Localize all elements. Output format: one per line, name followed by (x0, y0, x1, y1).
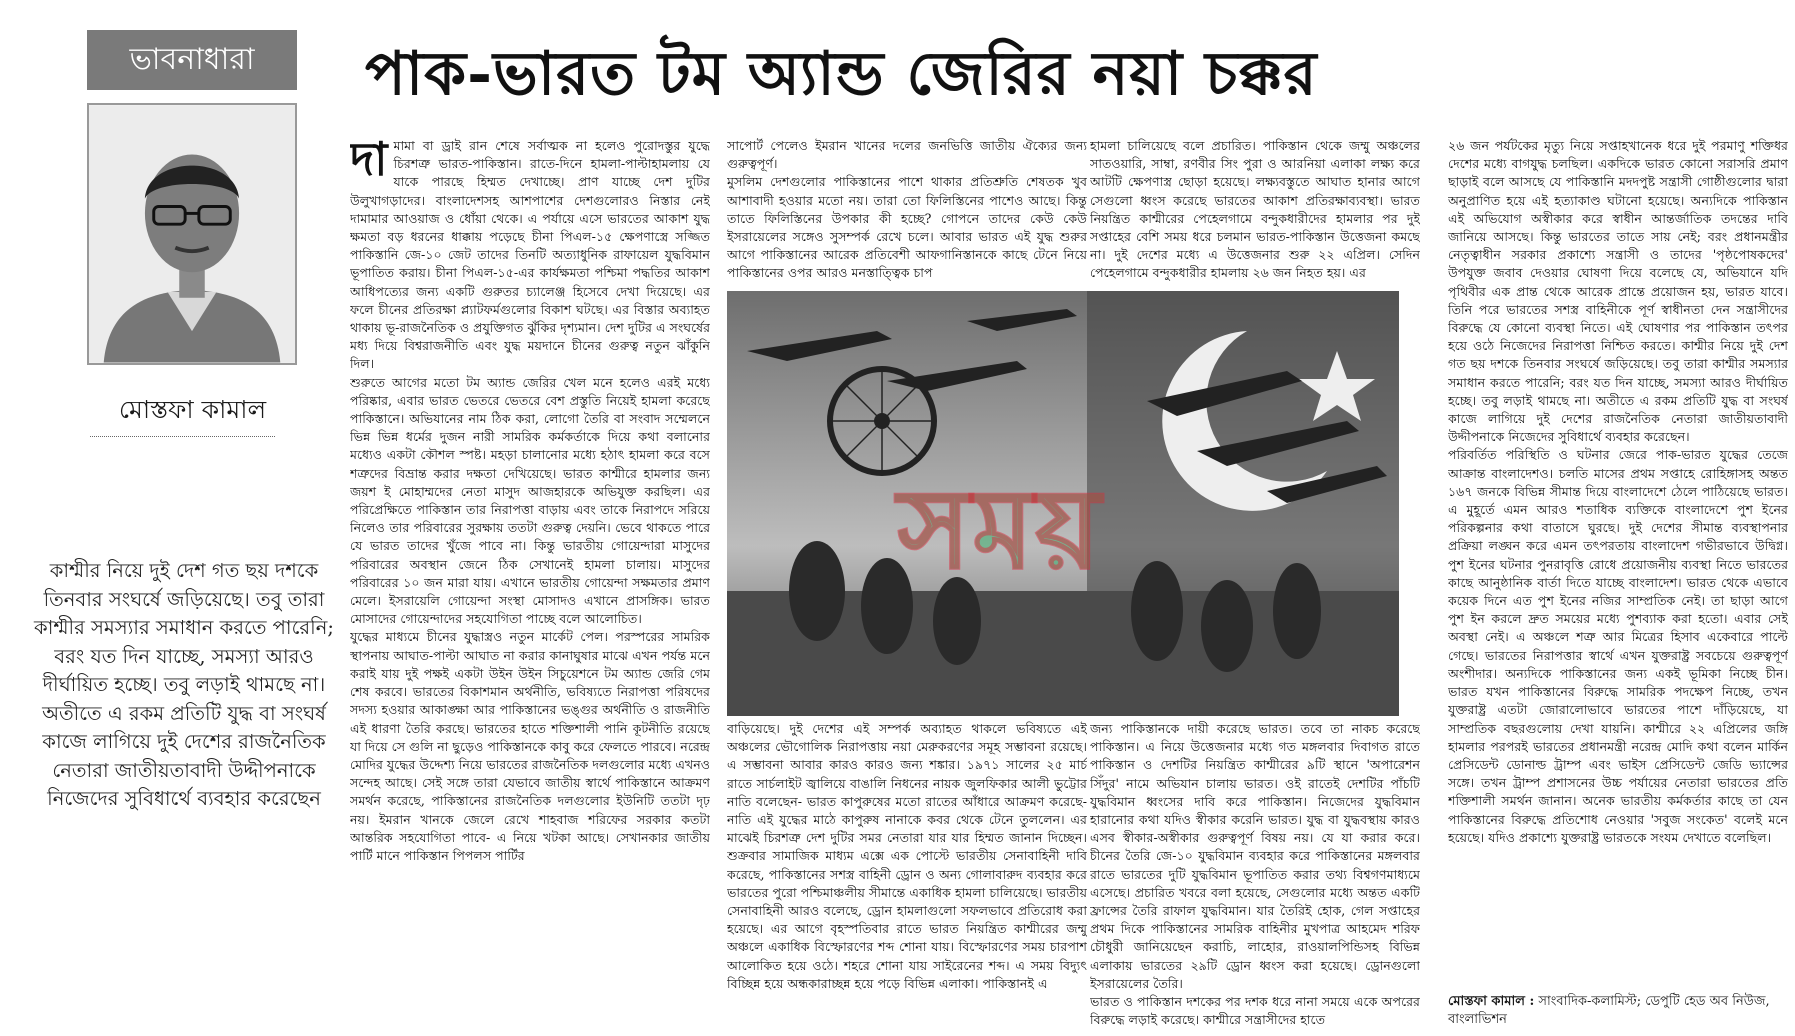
author-bio-text: সাংবাদিক-কলামিস্ট; ডেপুটি হেড অব নিউজ, বাংলাভিশন (1448, 994, 1770, 1027)
headline: পাক-ভারত টম অ্যান্ড জেরির নয়া চক্কর (365, 39, 1318, 109)
divider (90, 436, 275, 437)
article-column-3-bottom: জন্য পাকিস্তানকে দায়ী করেছে ভারত। তবে তা নাকচ করেছে পাকিস্তান। এ নিয়ে উত্তেজনার মধ্যে গত মঙ্গলবার দিবাগত রাতে পাকিস্তান ও দেশটির নিয়ন্ত্রিত কাশ্মীরের ৯টি স্থানে 'অপারেশন সিঁদুর' নামে অভিযান চালায় ভারত। ওই রাতেই দেশটির পাঁচটি যুদ্ধবিমান ধ্বংসের দাবি করে পাকিস্তান। নিজেদের যুদ্ধবিমান হারানোর কথা যদিও স্বীকার করেনি ভারত। যুদ্ধ বা যুদ্ধবস্থায় কারও এসব স্বীকার-অস্বীকার গুরুত্বপূর্ণ বিষয় নয়। যে যা করার করে। চীনের তৈরি জে-১০ যুদ্ধবিমান ব্যবহার করে পাকিস্তানের মঙ্গলবার রাতে ভারতের দুটি যুদ্ধবিমান ভূপাতিত করার তথ্য বিশ্বগণমাধ্যমে এসেছে। প্রচারিত খবরে বলা হয়েছে, সেগুলোর মধ্যে অন্তত একটি ফ্রান্সের তৈরি রাফাল যুদ্ধবিমান। যার তৈরিই হোক, গেল সপ্তাহের প্রথম দিকে পাকিস্তানের সামরিক বাহিনীর মুখপাত্র আহমেদ শরিফ চৌধুরী জানিয়েছেন করাচি, লাহোর, রাওয়ালপিন্ডিসহ বিভিন্ন এলাকায় ভারতের ২৯টি ড্রোন ধ্বংস করা হয়েছে। ড্রোনগুলো ইসরায়েলের তৈরি। ভারত ও পাকিস্তান দশকের পর দশক ধরে নানা সময়ে একে অপরের বিরুদ্ধে লড়াই করেছে। কাশ্মীরে সন্ত্রাসীদের হাতে (1090, 721, 1420, 1028)
article-column-4: ২৬ জন পর্যটকের মৃত্যু নিয়ে সপ্তাহখানেক ধরে দুই পরমাণু শক্তিধর দেশের মধ্যে বাগযুদ্ধ চলছিল। একদিকে ভারত কোনো সরাসরি প্রমাণ ছাড়াই বলে আসছে যে পাকিস্তানি মদদপুষ্ট সন্ত্রাসী গোষ্ঠীগুলোর দ্বারা অনুপ্রাণিত হয়ে এই হত্যাকাণ্ড ঘটানো হয়েছে। অন্যদিকে পাকিস্তান এই অভিযোগ অস্বীকার করে স্বাধীন আন্তর্জাতিক তদন্তের দাবি জানিয়ে আসছে। কিন্তু ভারতের তাতে সায় নেই; বরং প্রধানমন্ত্রীর নেতৃত্বাধীন সরকার প্রকাশ্যে সন্ত্রাসী ও তাদের 'পৃষ্ঠপোষকদের' উপযুক্ত জবাব দেওয়ার ঘোষণা দিয়ে বলেছে যে, অভিযানে যদি পৃথিবীর এক প্রান্ত থেকে আরেক প্রান্তে প্রয়োজন হয়, ভারত যাবে। তিনি পরে ভারতের সশস্ত্র বাহিনীকে পূর্ণ স্বাধীনতা দেন সন্ত্রাসীদের বিরুদ্ধে যে কোনো ব্যবস্থা নিতে। এই ঘোষণার পর পাকিস্তান তৎপর হয়ে ওঠে নিজেদের নিরাপত্তা নিশ্চিত করতে। কাশ্মীর নিয়ে দুই দেশ গত ছয় দশকে তিনবার সংঘর্ষে জড়িয়েছে। তবু তারা কাশ্মীর সমস্যার সমাধান করতে পারেনি; বরং যত দিন যাচ্ছে, সমস্যা আরও দীর্ঘায়িত হচ্ছে। তবু লড়াই থামছে না। অতীতে এ রকম প্রতিটি যুদ্ধ বা সংঘর্ষ কাজে লাগিয়ে দুই দেশের রাজনৈতিক নেতারা জাতীয়তাবাদী উদ্দীপনাকে নিজেদের সুবিধার্থে ব্যবহার করেছেন। পরিবর্তিত পরিস্থিতি ও ঘটনার জেরে পাক-ভারত যুদ্ধের তেজে আক্রান্ত বাংলাদেশও। চলতি মাসের প্রথম সপ্তাহে রোহিঙ্গাসহ অন্তত ১৬৭ জনকে বিভিন্ন সীমান্ত দিয়ে বাংলাদেশে ঠেলে পাঠিয়েছে ভারত। এ মুহূর্তে এমন আরও শতাধিক ব্যক্তিকে বাংলাদেশে পুশ ইনের পরিকল্পনার কথা বাতাসে ঘুরছে। দুই দেশের সীমান্ত ব্যবস্থাপনার প্রক্রিয়া লঙ্ঘন করে এমন তৎপরতায় বাংলাদেশ গভীরভাবে উদ্বিগ্ন। পুশ ইনের ঘটনার পুনরাবৃত্তি রোধে প্রয়োজনীয় ব্যবস্থা নিতে ভারতের কাছে আনুষ্ঠানিক বার্তা দিতে যাচ্ছে বাংলাদেশ। ভারত থেকে এভাবে কয়েক দিনে এত পুশ ইনের নজির সাম্প্রতিক নেই। তা ছাড়া আগে পুশ ইন করলে দ্রুত সময়ের মধ্যে পুশব্যাক করা হতো। এবার সেই অবস্থা নেই। এ অঞ্চলে শত্রু আর মিত্রের হিসাব একেবারে পাল্টে গেছে। ভারতের নিরাপত্তার স্বার্থে এখন যুক্তরাষ্ট্র সবচেয়ে গুরুত্বপূর্ণ অংশীদার। অন্যদিকে পাকিস্তানের জন্য একই ভূমিকা নিচ্ছে চীন। ভারত যখন পাকিস্তানের বিরুদ্ধে সামরিক পদক্ষেপ নিচ্ছে, তখন যুক্তরাষ্ট্র এতটা জোরালোভাবে ভারতের পাশে দাঁড়িয়েছে, যা সাম্প্রতিক বছরগুলোয় দেখা যায়নি। কাশ্মীরে ২২ এপ্রিলের জঙ্গি হামলার পরপরই ভারতের প্রধানমন্ত্রী নরেন্দ্র মোদি কথা বলেন মার্কিন প্রেসিডেন্ট ডোনাল্ড ট্রাম্প এবং ভাইস প্রেসিডেন্ট জেডি ভ্যান্সের সঙ্গে। তখন ট্রাম্প প্রশাসনের উচ্চ পর্যায়ের নেতারা ভারতের প্রতি শক্তিশালী সমর্থন জানান। অনেক ভারতীয় কর্মকর্তার কাছে তা যেন পাকিস্তানের বিরুদ্ধে প্রতিশোধ নেওয়ার 'সবুজ সংকেত' বলেই মনে হয়েছে। যদিও প্রকাশ্যে যুক্তরাষ্ট্র ভারতকে সংযম দেখাতে বলেছিল। (1448, 138, 1788, 845)
article-column-2-top: সাপোর্ট পেলেও ইমরান খানের দলের জনভিত্তি জাতীয় ঐক্যের জন্য গুরুত্বপূর্ণ। মুসলিম দেশগুলোর পাকিস্তানের পাশে থাকার প্রতিশ্রুতি শেষতক খুব আশাবাদী হওয়ার মতো নয়। তারা তো ফিলিস্তিনের পাশেও আছে। কিন্তু তাতে ফিলিস্তিনের উপকার কী হচ্ছে? গোপনে তাদের কেউ কেউ ইসরায়েলের সঙ্গেও সুসম্পর্ক রেখে চলে। আবার ভারত এই যুদ্ধ শুরুর আগে পাকিস্তানের আরেক প্রতিবেশী আফগানিস্তানকে কাছে টেনে নিয়ে পাকিস্তানের ওপর আরও মনস্তাত্ত্বিক চাপ (727, 138, 1087, 281)
author-bio (1448, 993, 1788, 1029)
article-column-3-top: হামলা চালিয়েছে বলে প্রচারিত। পাকিস্তান থেকে জম্মু অঞ্চলের সাতওয়ারি, সাম্বা, রণবীর সিং পুরা ও আরনিয়া এলাকা লক্ষ্য করে আটটি ক্ষেপণাস্ত্র ছোড়া হয়েছে। লক্ষ্যবস্তুতে আঘাত হানার আগে সেগুলো ধ্বংস করেছে ভারতের আকাশ প্রতিরক্ষাব্যবস্থা। ভারত নিয়ন্ত্রিত কাশ্মীরের পেহেলগামে বন্দুকধারীদের হামলার পর দুই সপ্তাহের বেশি সময় ধরে চলমান ভারত-পাকিস্তান উত্তেজনা কমছে না। দুই দেশের মধ্যে এ উত্তেজনার শুরু ২২ এপ্রিল। সেদিন পেহেলগামে বন্দুকধারীর হামলায় ২৬ জন নিহত হয়। এর (1090, 138, 1420, 281)
author-photo (87, 103, 297, 365)
article-column-2-bottom: বাড়িয়েছে। দুই দেশের এই সম্পর্ক অব্যাহত থাকলে ভবিষ্যতে এই অঞ্চলের ভৌগোলিক নিরাপত্তায় নয়া মেরুকরণের সমূহ সম্ভাবনা রয়েছে। এ সম্ভাবনা আবার কারও কারও জন্য শঙ্কার। ১৯৭১ সালের ২৫ মার্চ রাতে সার্চলাইট জ্বালিয়ে বাঙালি নিধনের নায়ক জুলফিকার আলী ভুট্টোর নাতি বলেছেন- ভারত কাপুরুষের মতো রাতের আঁধারে আক্রমণ করেছে- নাতি এই যুদ্ধের মাঠে কাপুরুষ নানাকে কবর থেকে টেনে তুললেন। এর মাঝেই চিরশত্রু দেশ দুটির সমর নেতারা যার যার হিম্মত জানান দিচ্ছেন। শুক্রবার সামাজিক মাধ্যম এক্সে এক পোস্টে ভারতীয় সেনাবাহিনী দাবি করেছে, পাকিস্তানের সশস্ত্র বাহিনী ড্রোন ও অন্য গোলাবারুদ ব্যবহার করে ভারতের পুরো পশ্চিমাঞ্চলীয় সীমান্তে একাধিক হামলা চালিয়েছে। ভারতীয় সেনাবাহিনী আরও বলেছে, ড্রোন হামলাগুলো সফলভাবে প্রতিরোধ করা হয়েছে। এর আগে বৃহস্পতিবার রাতে ভারত নিয়ন্ত্রিত কাশ্মীরের জম্মু অঞ্চলে একাধিক বিস্ফোরণের শব্দ শোনা যায়। বিস্ফোরণের সময় চারপাশ আলোকিত হয়ে ওঠে। শহরে শোনা যায় সাইরেনের শব্দ। এ সময় বিদ্যুৎ বিচ্ছিন্ন হয়ে অন্ধকারাচ্ছন্ন হয়ে পড়ে বিভিন্ন এলাকা। পাকিস্তানই এ (727, 721, 1087, 991)
author-name: মোস্তফা কামাল (118, 395, 267, 424)
newspaper-watermark: সময় (897, 464, 1103, 593)
article-column-1-text: মামা বা ড্রাই রান শেষে সর্বাত্মক না হলেও পুরোদস্তুর যুদ্ধে চিরশত্রু ভারত-পাকিস্তান। রাতে-দিনে হামলা-পাল্টাহামলায় যে যাকে পারছে হিম্মত দেখাচ্ছে। প্রাণ যাচ্ছে দেশ দুটির উলুখাগড়াদের। বাংলাদেশসহ আশপাশের দেশগুলোরও নিস্তার নেই দামামার আওয়াজ ও ধোঁয়া থেকে। এ পর্যায়ে এসে ভারতের আকাশ যুদ্ধ ক্ষমতা বড় ধরনের ধাক্কায় পড়েছে চীনা পিএল-১৫ ক্ষেপণাস্ত্রে সজ্জিত পাকিস্তানি জে-১০ জেট তাদের তিনটি অত্যাধুনিক রাফায়েল যুদ্ধবিমান ভূপাতিত করায়। চীনা পিএল-১৫-এর কার্যক্ষমতা পশ্চিমা পদ্ধতির আকাশ আধিপত্যের জন্য একটি গুরুতর চ্যালেঞ্জ হিসেবে দেখা দিয়েছে। এর ফলে চীনের প্রতিরক্ষা প্ল্যাটফর্মগুলোর বিকাশ ঘটছে। এর বিস্তার অব্যাহত থাকায় ভূ-রাজনৈতিক ও প্রযুক্তিগত ঝুঁকির দৃশ্যমান। দেশ দুটির এ সংঘর্ষের মধ্য দিয়ে বিশ্বরাজনীতি এবং যুদ্ধ ময়দানে চীনের গুরুত্ব নতুন ঝাঁকুনি দিল। শুরুতে আগের মতো টম অ্যান্ড জেরির খেল মনে হলেও এরই মধ্যে পরিষ্কার, এবার ভারত ভেতরে ভেতরে বেশ প্রস্তুতি নিয়েই হামলা করেছে পাকিস্তানে। অভিযানের নাম ঠিক করা, লোগো তৈরি বা সংবাদ সম্মেলনে ভিন্ন ভিন্ন ধর্মের দুজন নারী সামরিক কর্মকর্তাকে দিয়ে কথা বলানোর মধ্যেও একটা কৌশল স্পষ্ট। মহড়া চালানোর মধ্যে হঠাৎ হামলা করে বসে শত্রুদের বিভ্রান্ত করার দক্ষতা দেখিয়েছে। ভারত কাশ্মীরে হামলার জন্য জয়শ ই মোহাম্মদের নেতা মাসুদ আজহারকে অভিযুক্ত করছিল। এর পরিপ্রেক্ষিতে পাকিস্তান তার নিরাপত্তা বাড়ায় এবং তাকে নিরাপদে সরিয়ে নিলেও তার পরিবারের সুরক্ষায় ততটা গুরুত্ব দেয়নি। ভেবে থাকতে পারে যে ভারত তাদের খুঁজে পাবে না। কিন্তু ভারতীয় গোয়েন্দারা মাসুদের পরিবারের অবস্থান জেনে ঠিক সেখানেই হামলা চালায়। মাসুদের পরিবারের ১০ জন মারা যায়। এখানে ভারতীয় গোয়েন্দা সক্ষমতার প্রমাণ মেলে। ইসরায়েলি গোয়েন্দা সংস্থা মোসাদও এখানে প্রাসঙ্গিক। ভারত মোসাদের গোয়েন্দাদের সহযোগিতা পাচ্ছে বলে আলোচিত। যুদ্ধের মাধ্যমে চীনের যুদ্ধাস্ত্রও নতুন মার্কেট পেল। পরস্পরের সামরিক স্থাপনায় আঘাত-পাল্টা আঘাত না করার কানাঘুষার মাঝে এখন পর্যন্ত মনে করাই যায় দুই পক্ষই একটা উইন উইন সিচুয়েশনে টম অ্যান্ড জেরি গেম শেষ করবে। ভারতের বিকাশমান অর্থনীতি, ভবিষ্যতে নিরাপত্তা পরিষদের সদস্য হওয়ার আকাঙ্ক্ষা আর পাকিস্তানের ভঙ্গুর অর্থনীতি ও রাজনীতি এই ধারণা তৈরি করছে। ভারতের হাতে শক্তিশালী পানি কূটনীতি রয়েছে যা দিয়ে সে গুলি না ছুড়েও পাকিস্তানকে কাবু করে ফেলতে পারবে। নরেন্দ্র মোদির যুদ্ধের উদ্দেশ্য নিয়ে ভারতের রাজনৈতিক দলগুলোর মধ্যে এখনও সন্দেহ আছে। সেই সঙ্গে তারা যেভাবে জাতীয় স্বার্থে পাকিস্তানে আক্রমণ সমর্থন করেছে, পাকিস্তানের রাজনৈতিক দলগুলোর ইউনিটি ততটা দৃঢ় নয়। ইমরান খানকে জেলে রেখে শাহবাজ শরিফের সরকার কতটা আন্তরিক সহযোগিতা পাবে- এ নিয়ে খটকা আছে। সেখানকার জাতীয় পার্টি মানে পাকিস্তান পিপলস পার্টির (350, 138, 710, 863)
pull-quote: কাশ্মীর নিয়ে দুই দেশ গত ছয় দশকে তিনবার সংঘর্ষে জড়িয়েছে। তবু তারা কাশ্মীর সমস্যার সমাধান করতে পারেনি; বরং যত দিন যাচ্ছে, সমস্যা আরও দীর্ঘায়িত হচ্ছে। তবু লড়াই থামছে না। অতীতে এ রকম প্রতিটি যুদ্ধ বা সংঘর্ষ কাজে লাগিয়ে দুই দেশের রাজনৈতিক নেতারা জাতীয়তাবাদী উদ্দীপনাকে নিজেদের সুবিধার্থে ব্যবহার করেছেন (34, 559, 334, 810)
author-bio-name: মোস্তফা কামাল : (1448, 994, 1535, 1009)
drop-cap: দা (350, 137, 388, 186)
section-label: ভাবনাধারা (87, 30, 297, 90)
